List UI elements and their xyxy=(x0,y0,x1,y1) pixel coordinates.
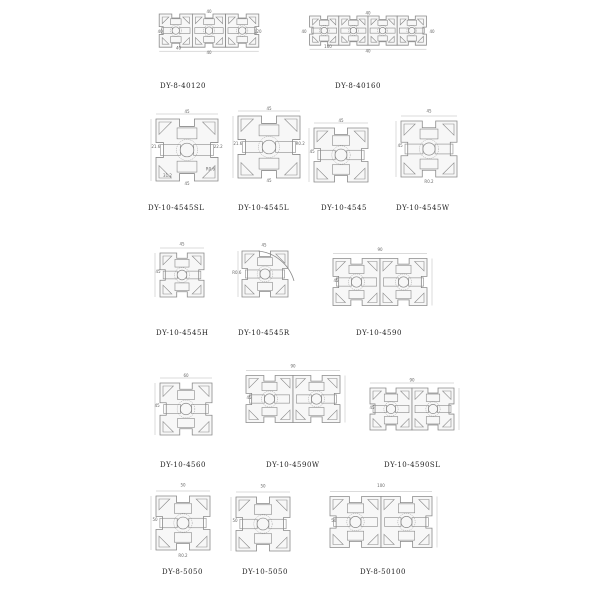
dimension-label: R0.2 xyxy=(424,178,434,184)
dimension-label: 22.2 xyxy=(213,144,223,149)
dimension-label: 21.6 xyxy=(233,141,243,146)
dimension-label: 40 xyxy=(175,45,182,51)
dimension-label: 40 xyxy=(206,8,212,14)
dimension-label: 45 xyxy=(309,149,315,154)
profile-group xyxy=(369,378,459,430)
dimension-label: 45 xyxy=(266,177,272,183)
dimension-label: 50 xyxy=(180,482,186,488)
dimension-label: 45 xyxy=(426,108,432,114)
profile-drawing-4545L xyxy=(230,105,308,185)
dimension-label: 40 xyxy=(365,10,371,16)
dimension-label: 31.2 xyxy=(163,172,172,178)
profile-drawing-4590 xyxy=(325,247,435,317)
profile-group xyxy=(151,483,210,558)
profile-caption: DY-10-4545L xyxy=(238,204,290,212)
profile-group xyxy=(301,11,435,54)
profile-caption: DY-10-4560 xyxy=(160,461,206,469)
dimension-label: 120 xyxy=(253,29,262,34)
dimension-label: 45 xyxy=(261,242,267,248)
profile-drawing-4545 xyxy=(305,118,377,188)
profile-group xyxy=(233,106,305,183)
profile-drawing-5050a xyxy=(148,482,218,560)
dimension-label: 40 xyxy=(206,50,212,56)
dimension-label: R0.6 xyxy=(232,270,242,275)
dimension-label: 100 xyxy=(377,482,385,488)
dimension-label: 90 xyxy=(377,247,383,253)
profile-group xyxy=(246,363,345,422)
profile-outline xyxy=(156,496,210,550)
dimension-label: 45 xyxy=(338,118,344,124)
dimension-label: R0.2 xyxy=(295,141,305,146)
profile-caption: DY-10-4590 xyxy=(356,329,402,337)
profile-group xyxy=(231,484,290,551)
profile-group xyxy=(396,109,457,184)
dimension-label: 45 xyxy=(246,395,252,400)
dimension-label: 45 xyxy=(155,269,161,274)
profile-drawing-4545SL xyxy=(148,108,226,188)
profile-caption: DY-10-4545R xyxy=(238,329,290,337)
profile-outline xyxy=(160,383,212,435)
dimension-label: 45 xyxy=(154,403,160,408)
dimension-label: 160 xyxy=(324,44,332,50)
dimension-label: 40 xyxy=(301,29,307,34)
profile-caption: DY-10-4545W xyxy=(396,204,450,212)
profile-caption: DY-10-4545 xyxy=(321,204,367,212)
profile-caption: DY-10-4545SL xyxy=(148,204,205,212)
dimension-label: 90 xyxy=(409,377,415,383)
dimension-label: 40 xyxy=(157,29,163,34)
profile-drawing-4590SL xyxy=(362,378,462,440)
profile-group xyxy=(330,483,437,548)
dimension-label: 60 xyxy=(183,373,189,379)
dimension-label: 45 xyxy=(397,143,403,148)
profile-drawing-4590W xyxy=(238,363,348,435)
profile-caption: DY-10-5050 xyxy=(242,568,288,576)
profile-caption: DY-10-4590W xyxy=(266,461,320,469)
profile-group xyxy=(158,9,262,55)
dimension-label: 45 xyxy=(266,105,272,111)
profile-drawing-4545W xyxy=(393,108,465,186)
dimension-label: 45 xyxy=(369,405,375,410)
profile-drawing-4545H xyxy=(152,242,212,304)
dimension-label: 50 xyxy=(331,518,337,523)
profile-outline xyxy=(314,128,368,182)
profile-caption: DY-8-40160 xyxy=(335,82,381,90)
profile-group xyxy=(155,373,212,435)
dimension-label: 90 xyxy=(290,363,296,369)
profile-drawing-5050b xyxy=(228,483,298,561)
profile-drawing-4560 xyxy=(150,373,222,441)
dimension-label: 50 xyxy=(260,483,266,489)
dimension-label: 45 xyxy=(184,180,190,186)
dimension-label: 40 xyxy=(429,29,435,34)
dimension-label: 45 xyxy=(179,241,185,247)
profile-group xyxy=(232,243,294,297)
profile-caption: DY-10-4545H xyxy=(156,329,209,337)
profile-outline xyxy=(236,497,290,551)
dimension-label: 50 xyxy=(232,518,238,523)
profile-outline xyxy=(381,497,432,548)
profile-group xyxy=(155,242,204,297)
profile-caption: DY-8-40120 xyxy=(160,82,206,90)
profile-group xyxy=(333,247,432,305)
profile-drawing-40160 xyxy=(288,12,448,54)
profile-outline xyxy=(330,497,381,548)
dimension-label: R0.2 xyxy=(178,552,188,558)
profile-drawing-4545R xyxy=(230,243,298,305)
dimension-label: 50 xyxy=(152,517,158,522)
dimension-label: 21.6 xyxy=(151,144,161,149)
profile-group xyxy=(309,118,368,182)
profile-drawing-50100 xyxy=(322,482,440,562)
profile-caption: DY-8-5050 xyxy=(162,568,203,576)
dimension-label: 40 xyxy=(365,48,371,54)
dimension-label: 45 xyxy=(184,108,190,114)
profile-caption: DY-8-50100 xyxy=(360,568,406,576)
profile-group xyxy=(151,109,223,186)
profile-drawing-40120 xyxy=(148,10,270,56)
profile-caption: DY-10-4590SL xyxy=(384,461,441,469)
dimension-label: 45 xyxy=(333,278,339,283)
dimension-label: R0.6 xyxy=(205,166,215,172)
